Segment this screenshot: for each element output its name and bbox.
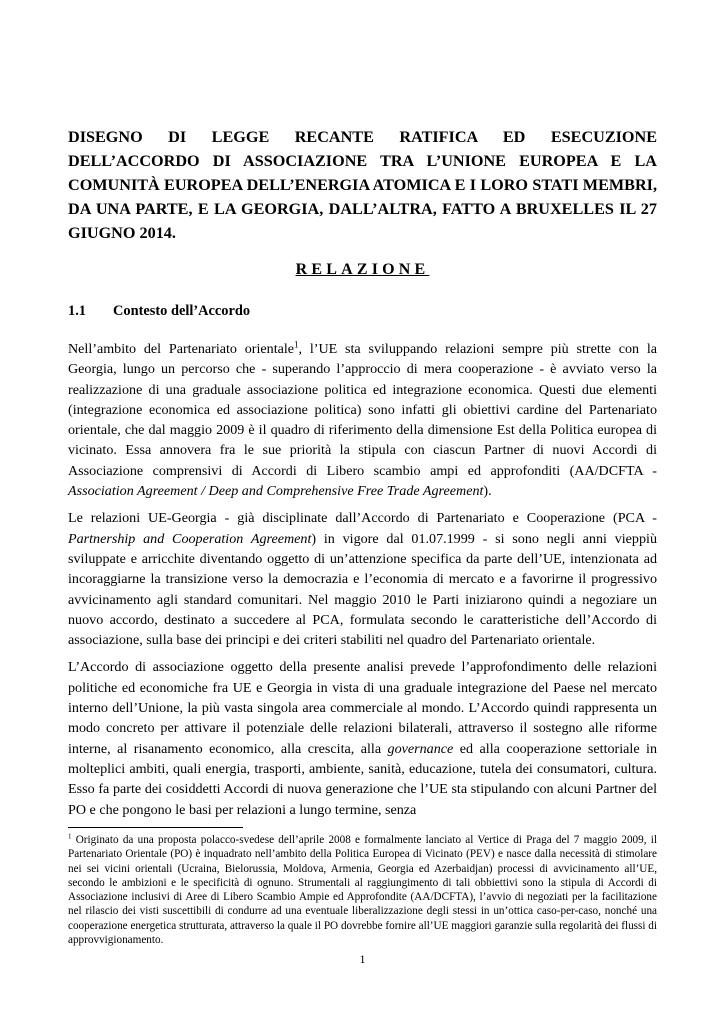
paragraph-1-text-b: , l’UE sta sviluppando relazioni sempre più strette con la Georgia, lungo un percorso che - superando l’approccio di mera cooperazione - è avviato verso la realizzazione di una graduale associazione politica ed integrazione economica. Questi due elementi (integrazione economica ed associazione politica) sono infatti gli obiettivi cardine del Partenariato orientale, che dal maggio 2009 è il quadro di riferimento della dimensione Est della Politica europea di vicinato. Essa annovera fra le sue priorità la stipula con ciascun Partner di nuovi Accordi di Associazione comprensivi di Accordi di Libero scambio ampi ed approfonditi (AA/DCFTA - — [68, 341, 657, 479]
footnote-separator — [68, 827, 243, 828]
body-text — [68, 339, 657, 827]
paragraph-3-text-b: ed alla cooperazione settoriale in molteplici ambiti, quali energia, trasporti, ambiente, sanità, educazione, tutela dei consumatori, cultura. Esso fa parte dei cosiddetti Accordi di nuova generazione che l’UE sta stipulando con alcuni Partner del PO e che pongono le basi per relazioni a lungo termine, senza — [68, 740, 657, 818]
paragraph-3 — [68, 657, 657, 819]
paragraph-3-italic: governance — [387, 740, 454, 757]
paragraph-2-text-b: ) in vigore dal 01.07.1999 - si sono negli anni vieppiù sviluppate e arricchite diventando oggetto di un’attenzione specifica da parte dell’UE, intenzionata ad incoraggiarne la transizione verso la democrazia e l’economia di mercato e a favorirne il progressivo avvicinamento agli standard comunitari. Nel maggio 2010 le Parti iniziarono quindi a negoziare un nuovo accordo, destinato a succedere al PCA, formulata secondo le caratteristiche dell’Accordo di associazione, sulla base dei principi e dei criteri stabiliti nel quadro del Partenariato orientale. — [68, 530, 657, 649]
footnote-text: Originato da una proposta polacco-svedese dell’aprile 2008 e formalmente lanciato al Vertice di Praga del 7 maggio 2009, il Partenariato Orientale (PO) è inquadrato nell’ambito della Politica Europea di Vicinato (PEV) e nasce dalla necessità di stimolare nei sei vicini orientali (Ucraina, Bielorussia, Moldova, Armenia, Georgia ed Azerbaidjan) processi di avvicinamento all’UE, secondo le ambizioni e le specificità di ognuno. Strumentali al raggiungimento di tali obbiettivi sono la stipula di Accordi di Associazione inclusivi di Aree di Libero Scambio Ampie ed Approfondite (AA/DCFTA), l’avvio di negoziati per la facilitazione nel rilascio dei visti suscettibili di condurre ad una eventuale liberalizzazione degli stessi in un’ottica caso-per-caso, nonché una cooperazione energetica strutturata, attraverso la quale il PO dovrebbe fornire all’UE maggiori garanzie sulla regolarità dei flussi di approvvigionamento. — [68, 834, 657, 947]
page-number: 1 — [359, 952, 366, 966]
paragraph-1-text-a: Nell’ambito del Partenariato orientale — [68, 341, 295, 357]
section-title: Contesto dell’Accordo — [113, 303, 251, 319]
paragraph-1 — [68, 339, 657, 501]
relazione-heading: RELAZIONE — [295, 261, 430, 278]
document-page — [68, 0, 657, 1024]
footnote-number: 1 — [68, 832, 72, 841]
section-number: 1.1 — [68, 303, 86, 319]
paragraph-2-italic: Partnership and Cooperation Agreement — [68, 530, 312, 547]
paragraph-1-text-c: ). — [483, 483, 492, 500]
paragraph-2 — [68, 508, 657, 650]
paragraph-2-text-a: Le relazioni UE-Georgia - già disciplinate dall’Accordo di Partenariato e Cooperazione (PCA - — [68, 510, 657, 527]
paragraph-3-text-a: L’Accordo di associazione oggetto della presente analisi prevede l’approfondimento delle relazioni politiche ed economiche fra UE e Georgia in vista di una graduale integrazione del Paese nel mercato interno dell’Unione, la più vasta singola area commerciale al mondo. L’Accordo quindi rappresenta un modo concreto per attivare il potenziale delle relazioni bilaterali, attraverso il sostegno alle riforme interne, al risanamento economico, alla crescita, alla — [68, 659, 657, 757]
paragraph-1-italic: Association Agreement / Deep and Comprehensive Free Trade Agreement — [68, 483, 484, 500]
document-title: DISEGNO DI LEGGE RECANTE RATIFICA ED ESECUZIONE DELL’ACCORDO DI ASSOCIAZIONE TRA L’UNIONE EUROPEA E LA COMUNITÀ EUROPEA DELL’ENERGIA ATOMICA E I LORO STATI MEMBRI, DA UNA PARTE, E LA GEORGIA, DALL’ALTRA, FATTO A BRUXELLES IL 27 GIUGNO 2014. — [68, 128, 657, 242]
section-heading — [68, 302, 657, 320]
footnote-reference: 1 — [294, 339, 299, 350]
footnote — [68, 833, 657, 947]
